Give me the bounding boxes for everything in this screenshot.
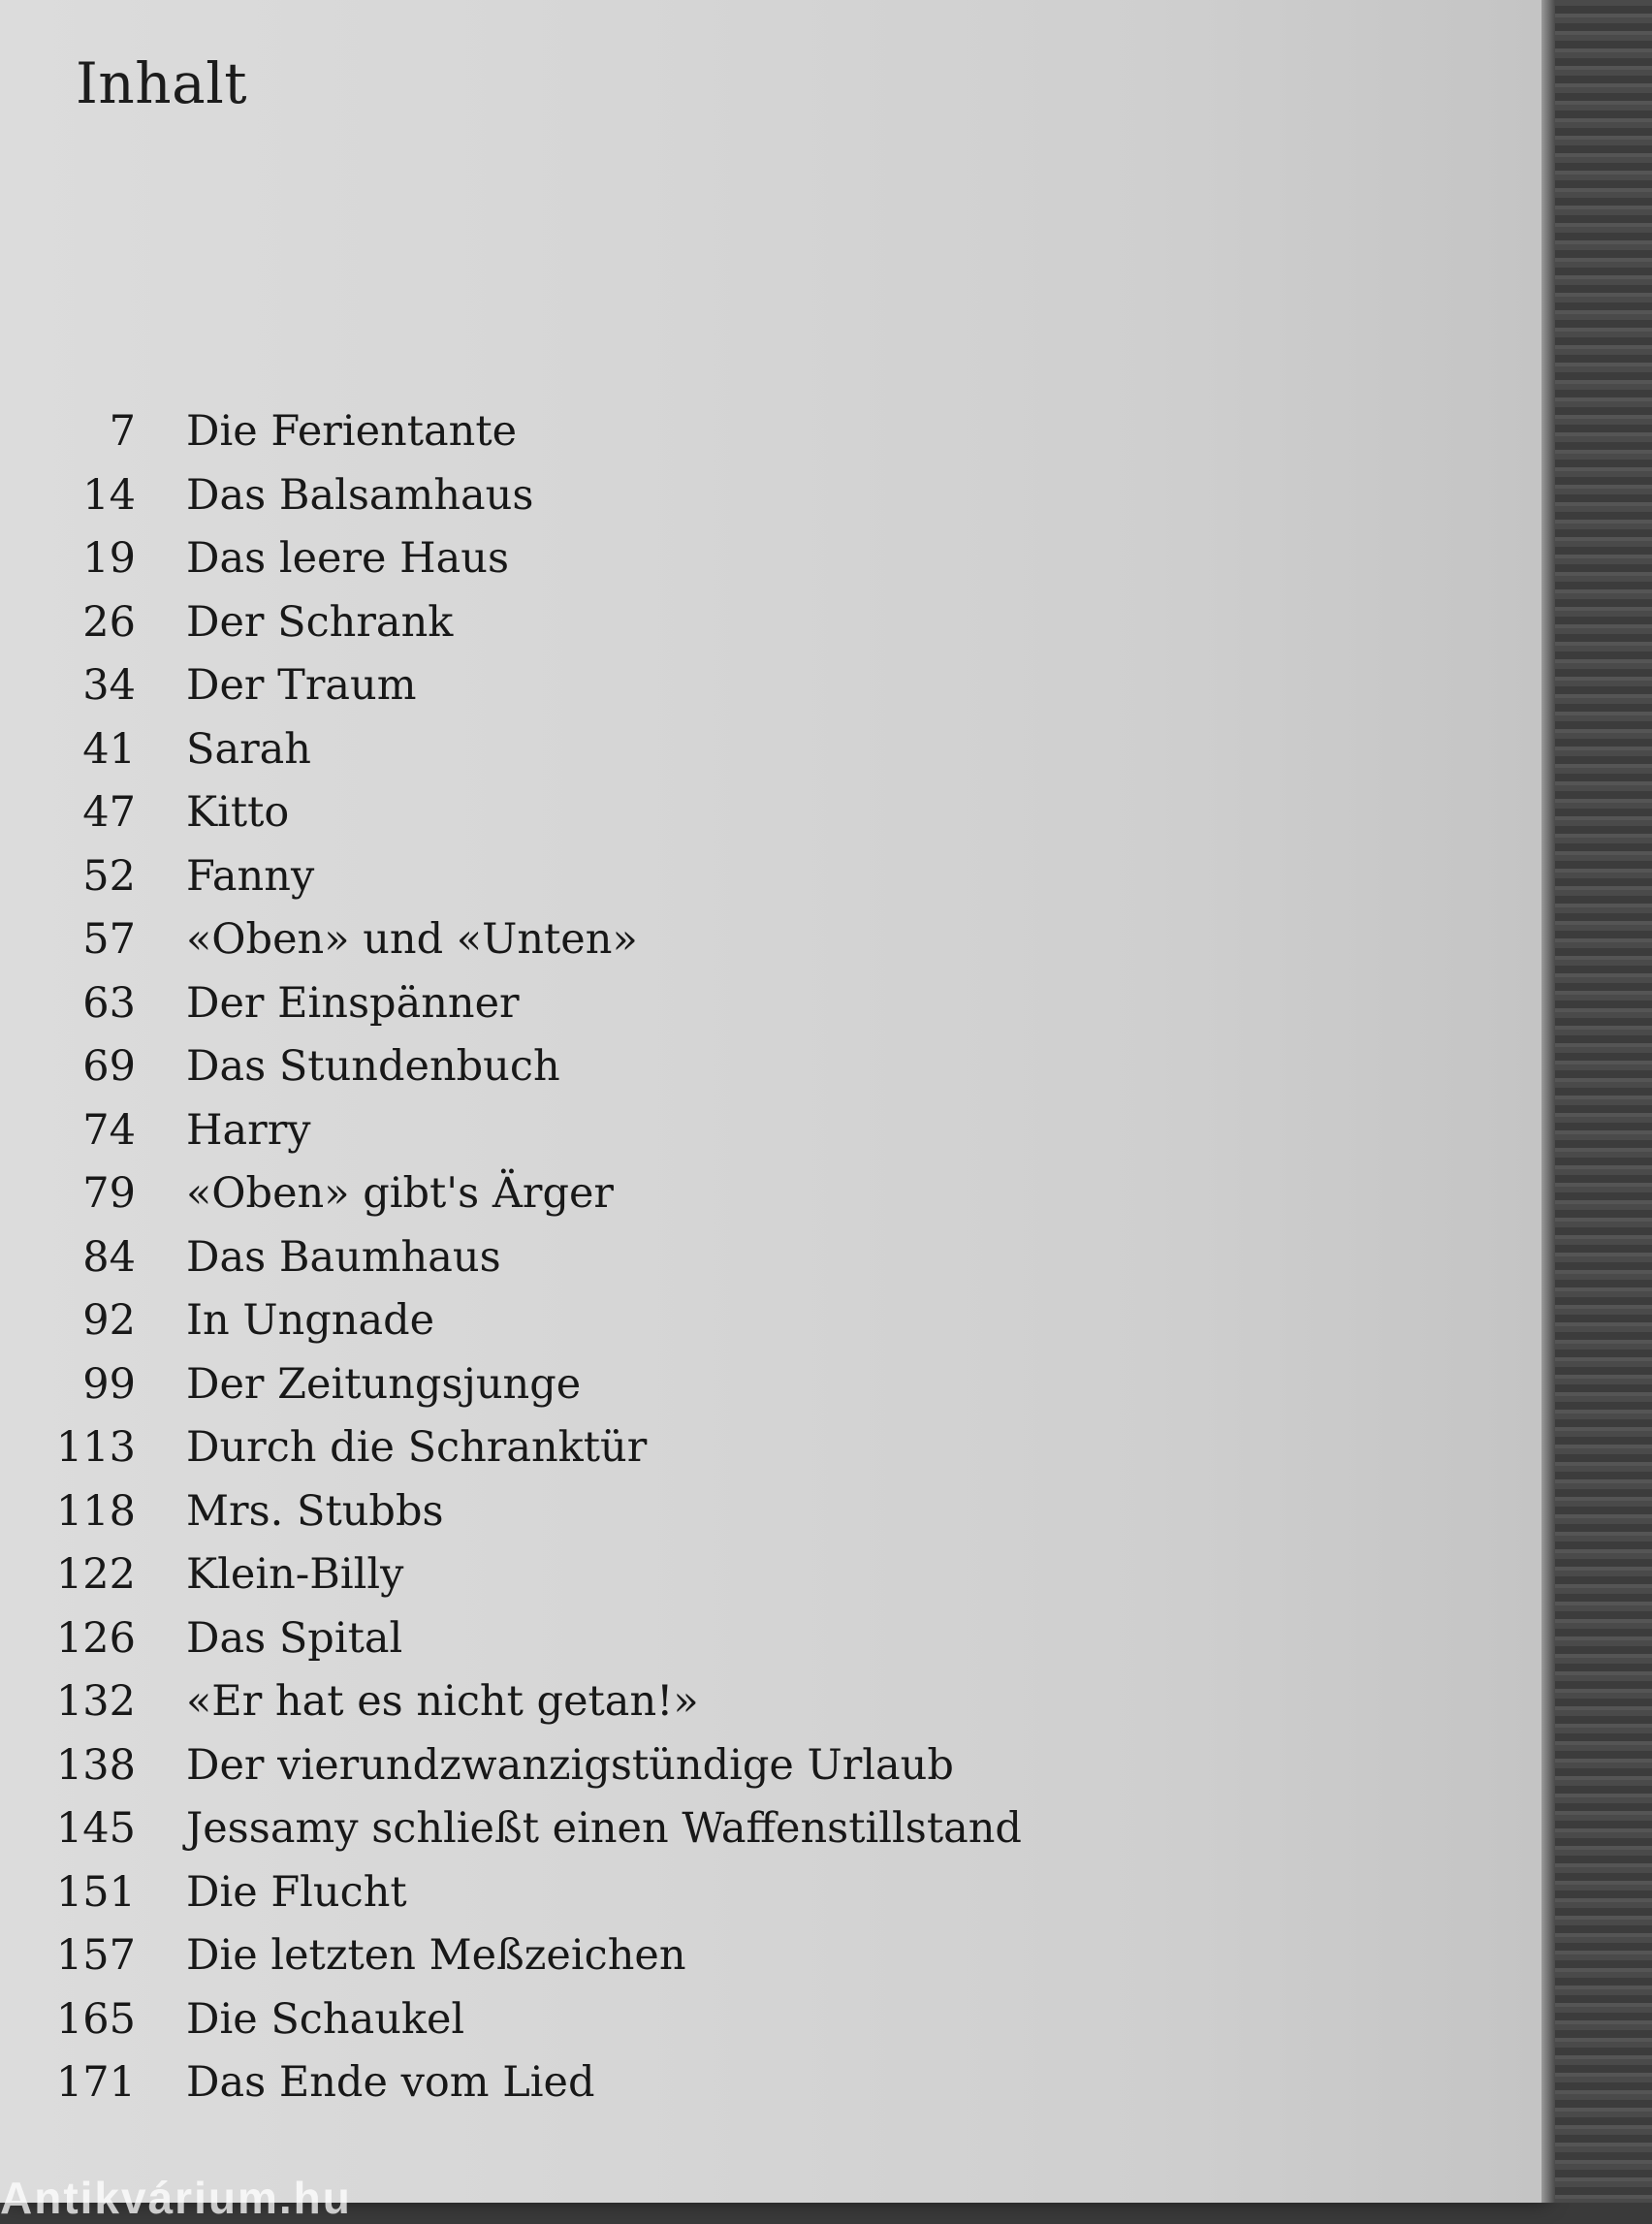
toc-entry (39, 1804, 1493, 1868)
toc-entry (39, 852, 1493, 916)
toc-chapter-title: Der Einspänner (186, 978, 520, 1028)
toc-entry (39, 1995, 1493, 2059)
toc-chapter-title: «Oben» gibt's Ärger (186, 1169, 614, 1218)
toc-page-number: 14 (82, 470, 136, 520)
toc-entry (39, 915, 1493, 979)
toc-chapter-title: Sarah (186, 724, 311, 774)
toc-chapter-title: «Oben» und «Unten» (186, 915, 638, 964)
toc-page-number: 34 (82, 661, 136, 710)
toc-chapter-title: Fanny (186, 851, 315, 901)
toc-entry (39, 1106, 1493, 1170)
toc-chapter-title: Das Baumhaus (186, 1232, 501, 1282)
toc-entry (39, 1868, 1493, 1932)
toc-page-number: 92 (82, 1296, 136, 1345)
toc-entry (39, 725, 1493, 789)
toc-page-number: 113 (55, 1423, 136, 1472)
toc-chapter-title: Der Schrank (186, 597, 454, 647)
toc-page-number: 157 (55, 1931, 136, 1980)
toc-page-number: 7 (109, 407, 136, 456)
toc-entry (39, 788, 1493, 852)
watermark-text: Antikvárium.hu (0, 2173, 352, 2223)
toc-chapter-title: Das Balsamhaus (186, 470, 534, 520)
toc-page-number: 138 (55, 1740, 136, 1790)
toc-chapter-title: «Er hat es nicht getan!» (186, 1677, 699, 1726)
toc-chapter-title: Die Schaukel (186, 1994, 465, 2044)
toc-page-number: 171 (55, 2058, 136, 2107)
toc-page-number: 69 (82, 1042, 136, 1091)
toc-entry (39, 407, 1493, 471)
toc-page-number: 52 (82, 851, 136, 901)
toc-page-number: 74 (82, 1105, 136, 1155)
toc-chapter-title: Kitto (186, 788, 290, 837)
toc-entry (39, 471, 1493, 535)
toc-page-number: 118 (55, 1486, 136, 1536)
toc-page-number: 79 (82, 1169, 136, 1218)
toc-chapter-title: Der Zeitungsjunge (186, 1359, 582, 1409)
toc-chapter-title: Klein-Billy (186, 1550, 404, 1599)
toc-page-number: 165 (55, 1994, 136, 2044)
toc-entry (39, 1296, 1493, 1360)
toc-entry (39, 534, 1493, 598)
toc-entry (39, 1487, 1493, 1551)
table-of-contents (39, 407, 1493, 2122)
page-title: Inhalt (76, 50, 248, 116)
toc-page-number: 145 (55, 1804, 136, 1853)
toc-chapter-title: Mrs. Stubbs (186, 1486, 444, 1536)
toc-chapter-title: In Ungnade (186, 1296, 435, 1345)
toc-entry (39, 1360, 1493, 1424)
toc-chapter-title: Der vierundzwanzigstündige Urlaub (186, 1740, 954, 1790)
toc-entry (39, 2058, 1493, 2122)
toc-entry (39, 1042, 1493, 1106)
toc-page-number: 132 (55, 1677, 136, 1726)
toc-page-number: 99 (82, 1359, 136, 1409)
toc-chapter-title: Durch die Schranktür (186, 1423, 648, 1472)
toc-chapter-title: Das leere Haus (186, 534, 510, 583)
toc-chapter-title: Die Flucht (186, 1867, 407, 1917)
toc-entry (39, 1931, 1493, 1995)
toc-entry (39, 1423, 1493, 1487)
toc-chapter-title: Das Stundenbuch (186, 1042, 560, 1091)
toc-entry (39, 1614, 1493, 1678)
toc-page-number: 151 (55, 1867, 136, 1917)
toc-entry (39, 661, 1493, 725)
toc-entry (39, 1169, 1493, 1233)
toc-page-number: 26 (82, 597, 136, 647)
toc-page-number: 41 (82, 724, 136, 774)
toc-chapter-title: Das Ende vom Lied (186, 2058, 595, 2107)
toc-entry (39, 979, 1493, 1043)
toc-page-number: 63 (82, 978, 136, 1028)
toc-entry (39, 1233, 1493, 1297)
toc-page-number: 47 (82, 788, 136, 837)
toc-page-number: 19 (82, 534, 136, 583)
toc-chapter-title: Die Ferientante (186, 407, 518, 456)
toc-page-number: 122 (55, 1550, 136, 1599)
toc-entry (39, 598, 1493, 662)
toc-page-number: 57 (82, 915, 136, 964)
toc-entry (39, 1741, 1493, 1805)
toc-chapter-title: Der Traum (186, 661, 417, 710)
toc-chapter-title: Die letzten Meßzeichen (186, 1931, 686, 1980)
toc-page-number: 84 (82, 1232, 136, 1282)
toc-entry (39, 1677, 1493, 1741)
toc-chapter-title: Das Spital (186, 1613, 403, 1663)
toc-page-number: 126 (55, 1613, 136, 1663)
toc-chapter-title: Harry (186, 1105, 311, 1155)
toc-chapter-title: Jessamy schließt einen Waffenstillstand (186, 1804, 1022, 1853)
book-page-edges (1541, 0, 1652, 2203)
toc-entry (39, 1550, 1493, 1614)
